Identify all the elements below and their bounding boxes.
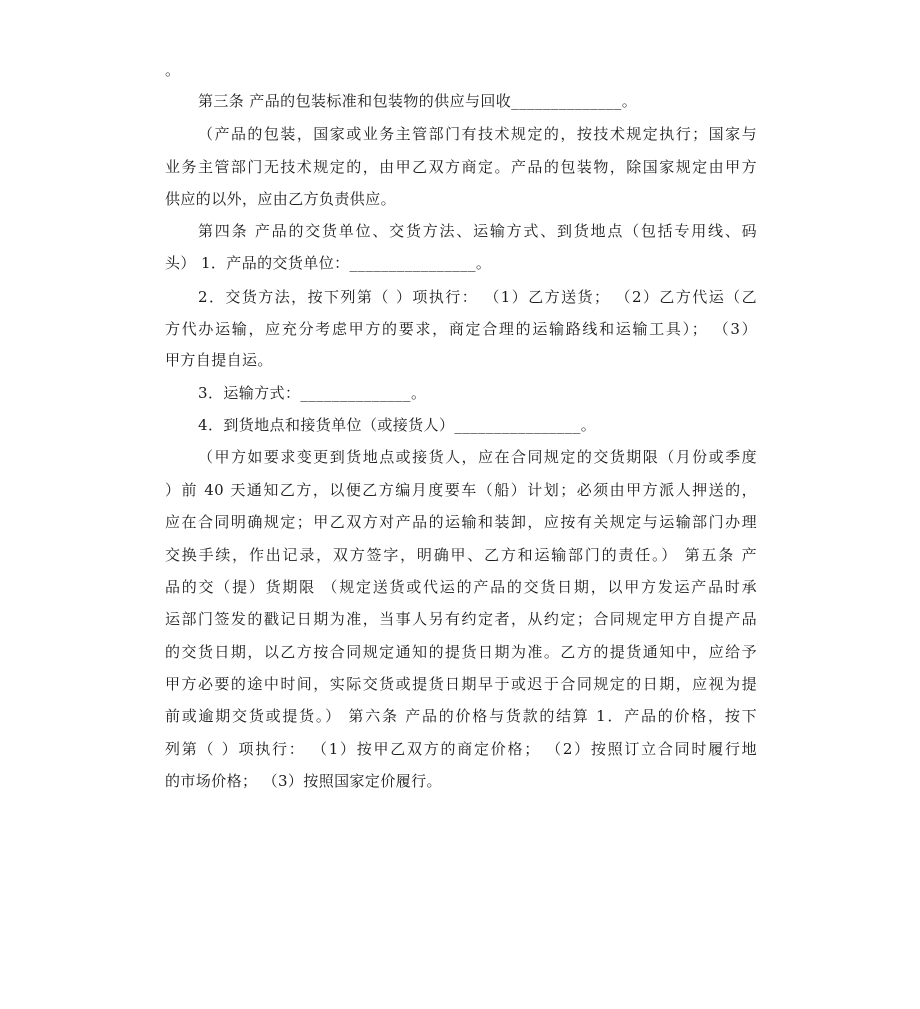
article-3-heading: 第三条 产品的包装标准和包装物的供应与回收______________。 [198,92,638,110]
text-line: 前或逾期交货或提货。） 第六条 产品的价格与货款的结算 1．产品的价格，按下 [165,707,757,725]
text-line: 的市场价格； （3）按照国家定价履行。 [165,772,442,790]
text-line: 。 [165,61,181,79]
text-line: 的交货日期，以乙方按合同规定通知的提货日期为准。乙方的提货通知中，应给予 [165,643,757,661]
text-line: 品的交（提）货期限 （规定送货或代运的产品的交货日期，以甲方发运产品时承 [165,578,757,596]
text-line: 供应的以外，应由乙方负责供应。 [165,190,397,208]
text-line: 甲方必要的途中时间，实际交货或提货日期早于或迟于合同规定的日期，应视为提 [165,675,757,693]
text-line: 交换手续，作出记录，双方签字，明确甲、乙方和运输部门的责任。） 第五条 产 [165,546,757,564]
text-line: （产品的包装，国家或业务主管部门有技术规定的，按技术规定执行；国家与 [198,125,757,143]
text-line: （甲方如要求变更到货地点或接货人，应在合同规定的交货期限（月份或季度 [198,448,757,466]
text-line: 业务主管部门无技术规定的，由甲乙双方商定。产品的包装物，除国家规定由甲方 [165,158,757,176]
text-line: ）前 40 天通知乙方，以便乙方编月度要车（船）计划；必须由甲方派人押送的， [165,481,757,499]
text-line: 列第（ ）项执行： （1）按甲乙双方的商定价格； （2）按照订立合同时履行地 [165,740,757,758]
text-line: 头） 1．产品的交货单位：________________。 [165,254,492,272]
text-line: 2．交货方法，按下列第（ ）项执行： （1）乙方送货； （2）乙方代运（乙 [198,288,757,306]
text-line: 运部门签发的戳记日期为准，当事人另有约定者，从约定；合同规定甲方自提产品 [165,610,757,628]
article-4-heading: 第四条 产品的交货单位、交货方法、运输方式、到货地点（包括专用线、码 [198,222,757,240]
text-line: 方代办运输，应充分考虑甲方的要求，商定合理的运输路线和运输工具）； （3） [165,320,757,338]
text-line: 甲方自提自运。 [165,351,273,369]
text-line: 3．运输方式：______________。 [198,384,427,402]
text-line: 应在合同明确规定；甲乙双方对产品的运输和装卸，应按有关规定与运输部门办理 [165,513,757,531]
text-line: 4．到货地点和接货单位（或接货人）________________。 [198,416,597,434]
